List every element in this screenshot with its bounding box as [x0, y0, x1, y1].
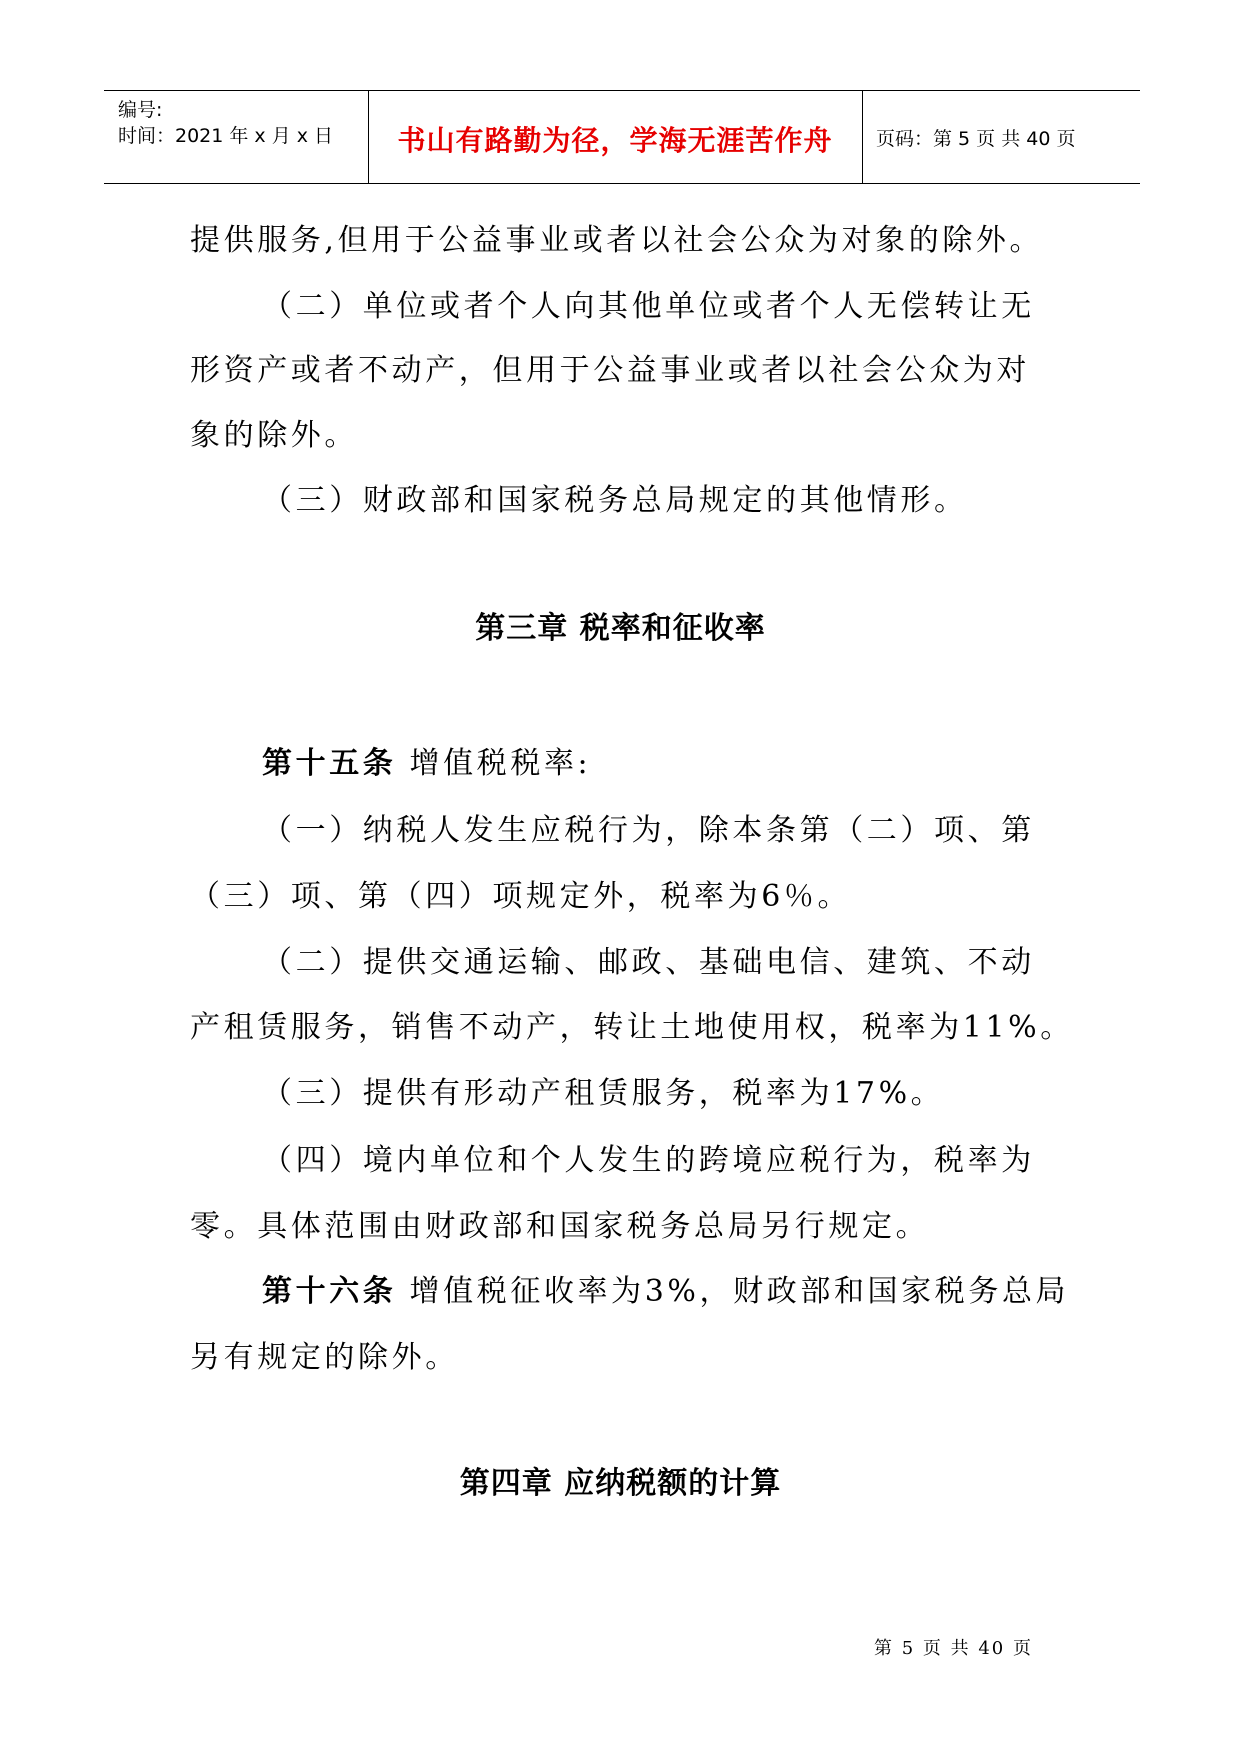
article-16-label: 第十六条: [262, 1274, 397, 1309]
body-line: （四）境内单位和个人发生的跨境应税行为，税率为: [262, 1143, 1035, 1178]
body-line: （二）单位或者个人向其他单位或者个人无偿转让无: [262, 289, 1035, 324]
body-line: （三）财政部和国家税务总局规定的其他情形。: [262, 483, 968, 518]
body-line: （三）项、第（四）项规定外，税率为6％。: [190, 879, 852, 914]
page-header: [104, 90, 1140, 184]
article-16-text: 增值税征收率为3%，财政部和国家税务总局: [409, 1274, 1070, 1309]
document-number-label: 编号:: [118, 99, 163, 121]
header-page-cell: [862, 91, 1140, 183]
body-line: 产租赁服务，销售不动产，转让土地使用权，税率为11%。: [190, 1010, 1074, 1045]
body-line: 形资产或者不动产，但用于公益事业或者以社会公众为对: [190, 353, 1030, 388]
document-time-label: 时间：2021 年 x 月 x 日: [118, 125, 334, 147]
header-motto-cell: [368, 91, 863, 183]
page-footer: 第 5 页 共 40 页: [874, 1638, 1033, 1659]
header-page-number: 页码：第 5 页 共 40 页: [876, 128, 1076, 150]
article-16: [262, 1266, 1069, 1310]
article-15-text: 增值税税率:: [409, 746, 592, 781]
chapter-heading-3: 第三章 税率和征收率: [475, 611, 766, 646]
body-line: （一）纳税人发生应税行为，除本条第（二）项、第: [262, 813, 1035, 848]
body-line: 另有规定的除外。: [190, 1340, 459, 1375]
header-motto: 书山有路勤为径，学海无涯苦作舟: [397, 124, 833, 157]
article-15: [262, 738, 591, 782]
header-meta-cell: [104, 91, 369, 183]
body-line: （三）提供有形动产租赁服务，税率为17%。: [262, 1076, 945, 1111]
body-line: （二）提供交通运输、邮政、基础电信、建筑、不动: [262, 945, 1035, 980]
body-line: 象的除外。: [190, 418, 358, 453]
chapter-heading-4: 第四章 应纳税额的计算: [459, 1466, 782, 1501]
article-15-label: 第十五条: [262, 746, 397, 781]
body-line: 零。具体范围由财政部和国家税务总局另行规定。: [190, 1209, 930, 1244]
body-line: 提供服务,但用于公益事业或者以社会公众为对象的除外。: [190, 223, 1044, 258]
